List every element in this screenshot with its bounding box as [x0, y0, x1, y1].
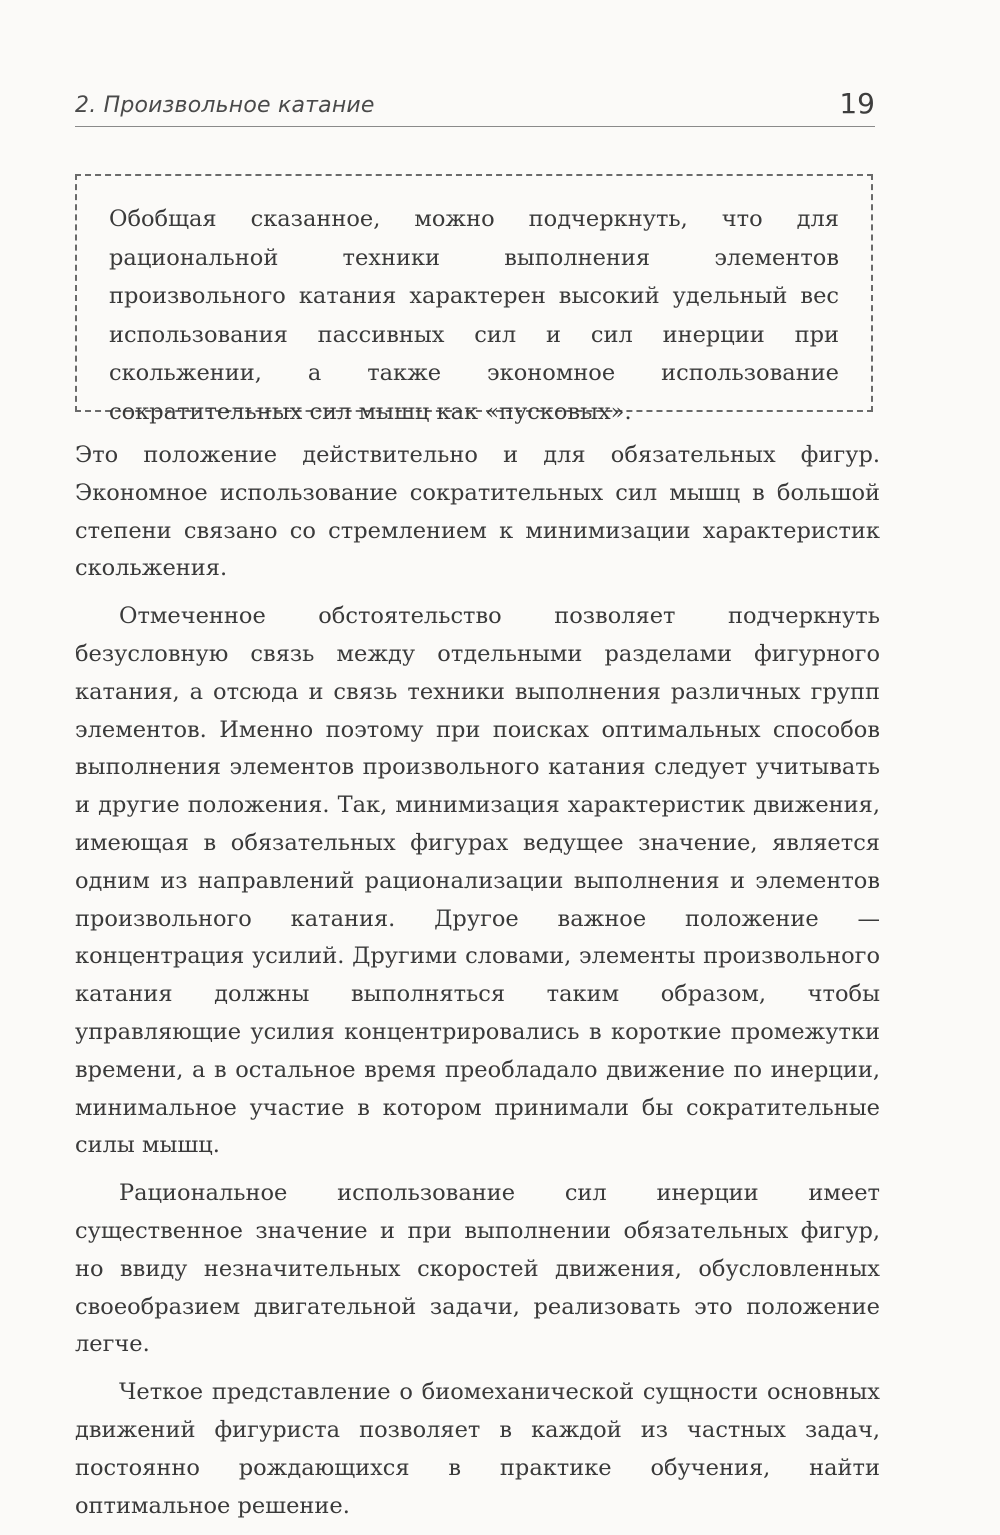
paragraph-3: Рациональное использование сил инерции имеет существенное значение и при выполнении обязательных фигур, но ввиду незначительных скоростей движения, обусловленных своеобразием двигательной задачи, реализовать это положение легче.	[75, 1180, 880, 1358]
page-number: 19	[839, 87, 875, 120]
paragraph-1: Это положение действительно и для обязательных фигур. Экономное использование сократительных сил мышц в большой степени связано со стремлением к минимизации характеристик скольжения.	[75, 442, 880, 582]
summary-callout-box	[75, 174, 873, 425]
callout-text: Обобщая сказанное, можно подчеркнуть, что для рациональной техники выполнения элементов произвольного катания характерен высокий удельный вес использования пассивных сил и сил инерции при скольжении, а также экономное использование сократительных сил мышц как «пусковых».	[109, 206, 839, 425]
paragraph-2: Отмеченное обстоятельство позволяет подчеркнуть безусловную связь между отдельными разделами фигурного катания, а отсюда и связь техники выполнения различных групп элементов. Именно поэтому при поисках оптимальных способов выполнения элементов произвольного катания следует учитывать и другие положения. Так, минимизация характеристик движения, имеющая в обязательных фигурах ведущее значение, является одним из направлений рационализации выполнения и элементов произвольного катания. Другое важное положение — концентрация усилий. Другими словами, элементы произвольного катания должны выполняться таким образом, чтобы управляющие усилия концентрировались в короткие промежутки времени, а в остальное время преобладало движение по инерции, минимальное участие в котором принимали бы сократительные силы мышц.	[75, 603, 880, 1159]
section-title: 2. Произвольное катание	[75, 93, 375, 118]
paragraph-4: Четкое представление о биомеханической сущности основных движений фигуриста позволяет в каждой из частных задач, постоянно рождающихся в практике обучения, найти оптимальное решение.	[75, 1379, 880, 1519]
body-text	[75, 437, 880, 1535]
running-head	[75, 86, 875, 127]
